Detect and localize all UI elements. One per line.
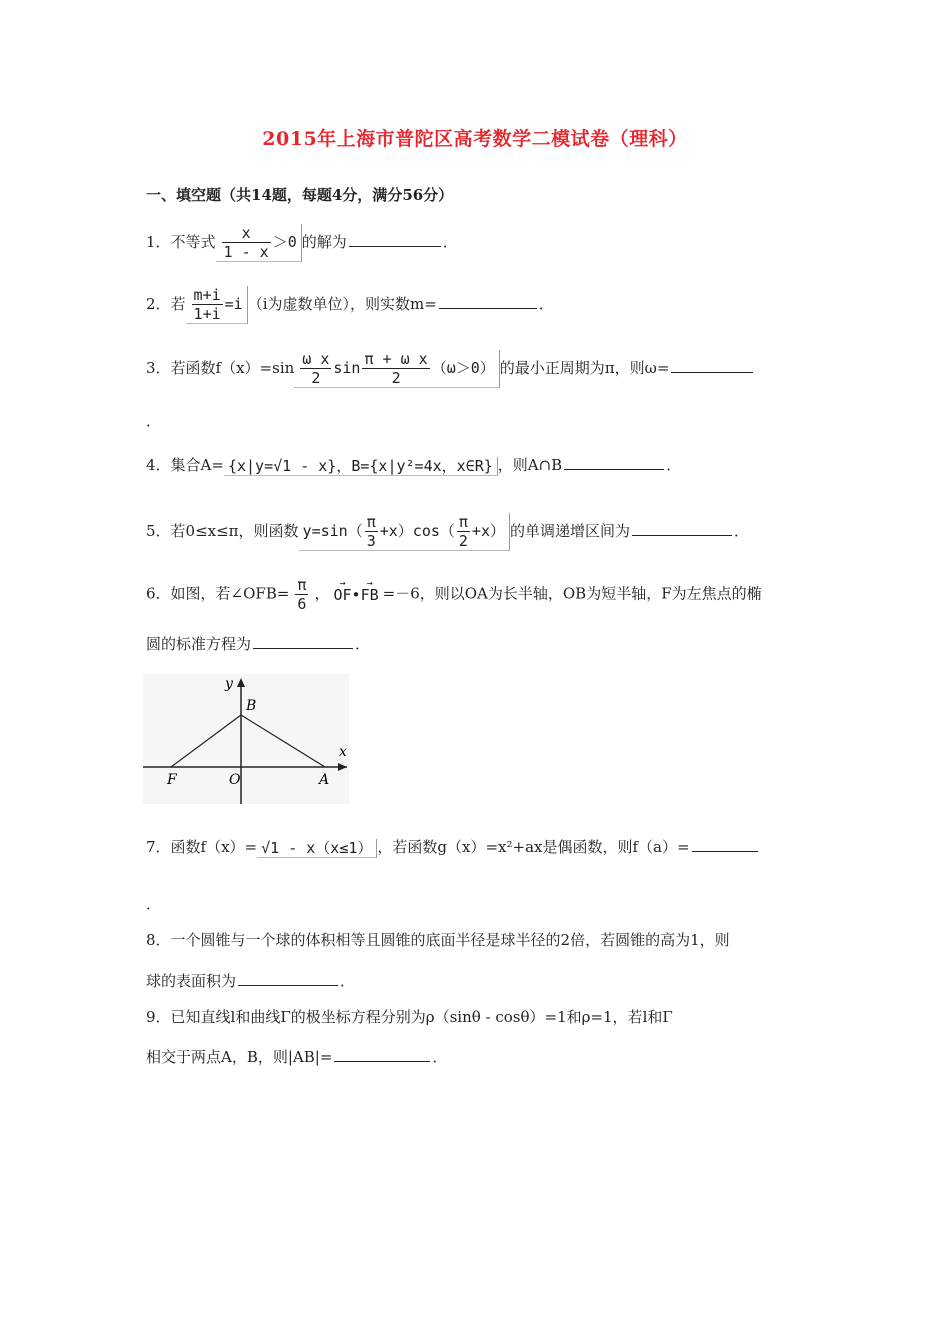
- q2-suffix: （i为虚数单位），则实数m=: [247, 295, 437, 313]
- q4-formula: {x|y=√1 - x}，B={x|y²=4x，x∈R}: [224, 457, 498, 476]
- label-a: A: [319, 772, 330, 788]
- label-o: O: [229, 772, 241, 788]
- segment-fb: [171, 715, 241, 767]
- q7-period: ．: [146, 895, 162, 913]
- label-f: F: [167, 772, 177, 788]
- vector-fb: → FB: [361, 586, 379, 604]
- segment-ba: [241, 715, 325, 767]
- q6-angle: $\frac{\pi}{6}$: [297, 576, 307, 613]
- q1-suffix: 的解为: [301, 233, 347, 251]
- question-5: 5．若0≤x≤π，则函数 y=sin（ $\frac{\pi}{3}$ +x）cos（ $\frac{\pi}{2}$ +x） 的单调递增区间为 ．: [146, 513, 750, 550]
- answer-blank-3[interactable]: [671, 356, 753, 373]
- q7-suffix: ，若函数g（x）=x²+ax是偶函数，则f（a）=: [377, 838, 690, 856]
- figure-svg: [143, 674, 349, 804]
- label-b: B: [246, 698, 257, 714]
- question-9-line2: 相交于两点A，B，则|AB|= ．: [146, 1045, 447, 1069]
- q6-prefix: 6．如图，若∠OFB=: [146, 584, 290, 603]
- q3-formula: $\frac{\text{ω x}}{2}$ sin $\frac{\text{π + ω x}}{2}$ （ω＞0）: [294, 350, 499, 388]
- q6-suffix: =－6，则以OA为长半轴，OB为短半轴，F为左焦点的椭: [382, 584, 762, 603]
- q3-suffix: 的最小正周期为π，则ω=: [499, 359, 670, 377]
- q3-period: ．: [146, 412, 162, 430]
- q7-formula: √1 - x（x≤1）: [257, 839, 377, 858]
- q3-prefix: 3．若函数f（x）=sin: [146, 359, 295, 377]
- question-1: 1．不等式 $\frac{x}{1 - x}$ ＞0 的解为 ．: [146, 224, 458, 261]
- q2-prefix: 2．若: [146, 295, 186, 313]
- question-6: 6．如图，若∠OFB= $\frac{\pi}{6}$ ，→ OF•→ FB =－6，则以OA为长半轴，OB为短半轴，F为左焦点的椭: [146, 576, 762, 613]
- ellipse-figure: [143, 674, 349, 804]
- question-7: [146, 835, 760, 859]
- question-8-line2: 球的表面积为 ．: [146, 969, 355, 993]
- q1-numerator: x: [222, 224, 271, 243]
- q2-denominator: 1+i: [193, 305, 221, 323]
- question-2: 2．若 $\frac{m+i}{1+i}$ =i （i为虚数单位），则实数m= ．: [146, 286, 554, 323]
- label-x: x: [339, 744, 347, 760]
- label-y: y: [225, 676, 233, 692]
- q2-numerator: m+i: [193, 286, 221, 304]
- question-8: 8．一个圆锥与一个球的体积相等且圆锥的底面半径是球半径的2倍，若圆锥的高为1，则: [146, 931, 730, 949]
- x-axis-arrow: [338, 763, 347, 771]
- question-9: 9．已知直线l和曲线Γ的极坐标方程分别为ρ（sinθ - cosθ）=1和ρ=1，若l和Γ: [146, 1008, 673, 1026]
- answer-blank-5[interactable]: [632, 519, 732, 536]
- q2-formula: [186, 286, 248, 324]
- q2-relation: =i: [224, 295, 243, 313]
- q4-suffix: ，则A∩B: [497, 456, 563, 474]
- answer-blank-1[interactable]: [349, 230, 441, 247]
- q1-denominator: 1 - x: [223, 243, 269, 261]
- question-3: [146, 350, 755, 388]
- q1-formula: [216, 224, 302, 262]
- q6-dot-product: → OF•→ FB: [329, 586, 382, 604]
- answer-blank-9[interactable]: [334, 1045, 430, 1062]
- q5-formula: y=sin（ $\frac{\pi}{3}$ +x）cos（ $\frac{\pi}{2}$ +x）: [299, 513, 510, 551]
- answer-blank-7[interactable]: [692, 835, 758, 852]
- q5-suffix: 的单调递增区间为: [509, 522, 630, 540]
- answer-blank-4[interactable]: [564, 453, 664, 470]
- y-axis-arrow: [237, 678, 245, 687]
- answer-blank-8[interactable]: [238, 969, 338, 986]
- question-6-line2: 圆的标准方程为 ．: [146, 632, 370, 656]
- q1-prefix: 1．不等式: [146, 233, 216, 251]
- q4-prefix: 4．集合A=: [146, 456, 224, 474]
- q5-prefix: 5．若0≤x≤π，则函数: [146, 522, 299, 540]
- vector-of: → OF: [333, 586, 351, 604]
- question-4: 4．集合A= {x|y=√1 - x}，B={x|y²=4x，x∈R} ，则A∩B ．: [146, 453, 681, 477]
- q7-prefix: 7．函数f（x）=: [146, 838, 258, 856]
- answer-blank-2[interactable]: [439, 292, 537, 309]
- page-title: 2015年上海市普陀区高考数学二模试卷（理科）: [262, 128, 688, 150]
- q1-relation: ＞0: [272, 233, 297, 251]
- answer-blank-6[interactable]: [253, 632, 353, 649]
- section-heading: 一、填空题（共14题，每题4分，满分56分）: [146, 186, 454, 204]
